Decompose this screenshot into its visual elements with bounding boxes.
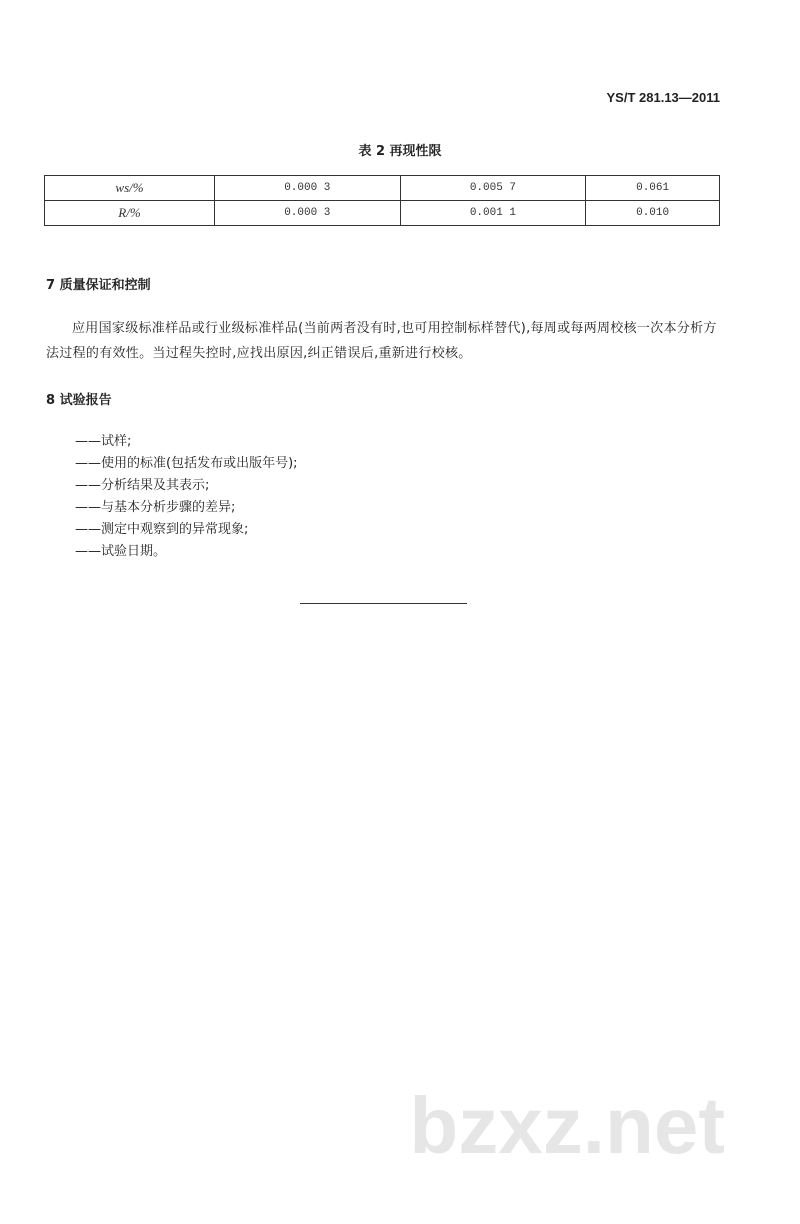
- table-cell: 0.005 7: [400, 176, 586, 201]
- table-title: 表 2 再现性限: [358, 144, 442, 159]
- end-divider: [300, 603, 467, 604]
- row-label: R/%: [45, 201, 215, 226]
- table-cell: 0.000 3: [215, 176, 401, 201]
- section-7-body: 应用国家级标准样品或行业级标准样品(当前两者没有时,也可用控制标样替代),每周或每两周校核一次本分析方法过程的有效性。当过程失控时,应找出原因,纠正错误后,重新进行校核。: [46, 321, 717, 361]
- list-item: ——测定中观察到的异常现象;: [75, 522, 249, 537]
- watermark: bzxz.net: [409, 1081, 725, 1170]
- section-7-heading: 7 质量保证和控制: [46, 278, 151, 293]
- list-item: ——试样;: [75, 434, 132, 449]
- row-label: ws/%: [45, 176, 215, 201]
- table-cell: 0.010: [586, 201, 720, 226]
- list-item: ——与基本分析步骤的差异;: [75, 500, 236, 515]
- list-item: ——试验日期。: [75, 544, 167, 559]
- list-item: ——分析结果及其表示;: [75, 478, 210, 493]
- table-row: [45, 201, 720, 226]
- reproducibility-table: [44, 175, 720, 226]
- section-8-heading: 8 试验报告: [46, 393, 112, 408]
- report-items-list: [75, 431, 298, 563]
- table-row: [45, 176, 720, 201]
- standard-code: YS/T 281.13—2011: [606, 90, 720, 105]
- table-cell: 0.000 3: [215, 201, 401, 226]
- list-item: ——使用的标准(包括发布或出版年号);: [75, 456, 298, 471]
- table-cell: 0.001 1: [400, 201, 586, 226]
- table-cell: 0.061: [586, 176, 720, 201]
